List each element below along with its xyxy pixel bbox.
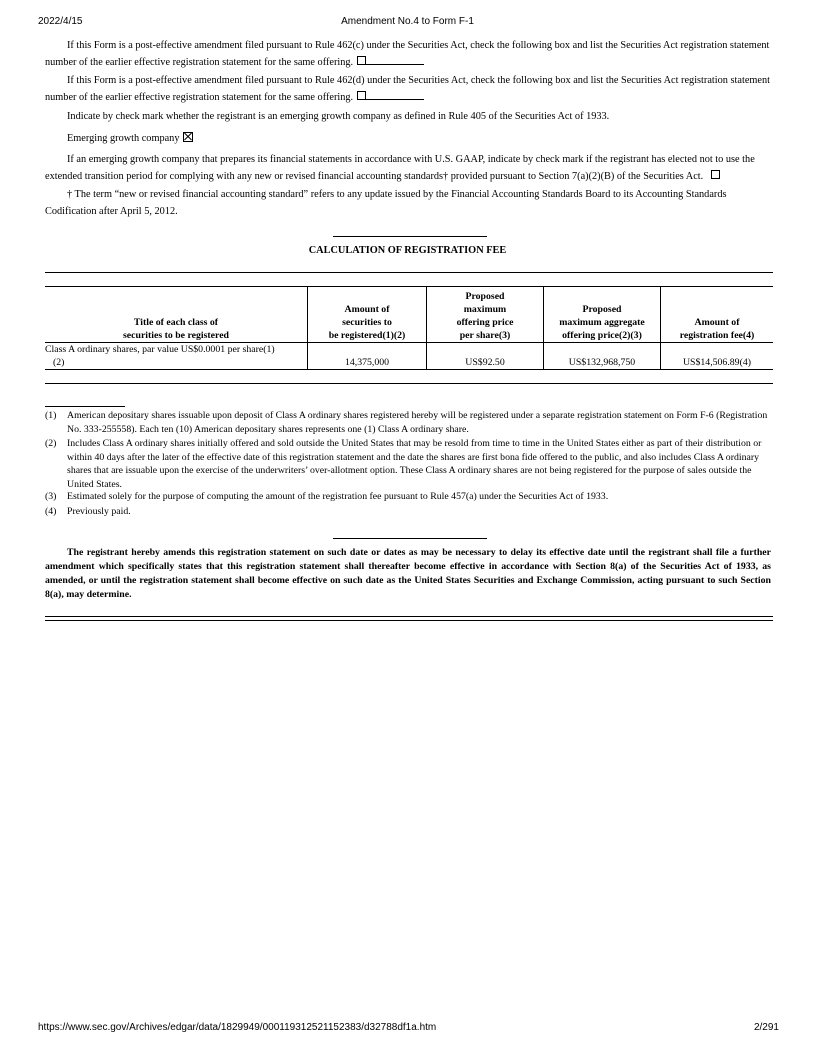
footnote-2 xyxy=(45,437,773,491)
title-separator xyxy=(333,236,487,237)
footnote-number: (1) xyxy=(45,410,57,421)
header-title-of-class xyxy=(45,288,307,342)
delaying-amendment-paragraph: The registrant hereby amends this registration statement on such date or dates as may be necessary to delay its effective date until the registrant shall file a further amendment which specifically states that this registration statement shall thereafter become effective in accordance with Section 8(a) of the Securities Act of 1933, as amended, or until the registration statement shall become effective on such date as the United States Securities and Exchange Commission, acting pursuant to such Section 8(a), may determine. xyxy=(45,547,771,600)
header-text: per share(3) xyxy=(459,330,511,341)
emerging-growth-question: Indicate by check mark whether the registrant is an emerging growth company as defined in Rule 405 of the Securities Act of 1933. xyxy=(67,111,610,122)
header-price-per-share xyxy=(427,288,543,342)
transition-period-text: If an emerging growth company that prepares its financial statements in accordance with U.S. GAAP, indicate by check mark if the registrant has elected not to use the extended transition period for complying with any new or revised financial accounting standards† provided pursuant to Section 7(a)(2)(B) of the Securities Act. xyxy=(45,154,755,182)
rule-462c-text: If this Form is a post-effective amendment filed pursuant to Rule 462(c) under the Securities Act, check the following box and list the Securities Act registration statement number of the earlier effective registration statement for the same offering. xyxy=(45,40,770,68)
closing-rule-top xyxy=(45,616,773,617)
header-aggregate-price xyxy=(544,288,660,342)
header-text: maximum aggregate xyxy=(559,317,645,328)
header-text: maximum xyxy=(463,304,507,315)
table-rule-top xyxy=(45,272,773,273)
amendment-separator xyxy=(333,538,487,539)
header-text: offering price(2)(3) xyxy=(562,330,642,341)
emerging-growth-label: Emerging growth company xyxy=(67,133,180,144)
row-amount-registered: 14,375,000 xyxy=(344,357,390,368)
emerging-growth-line xyxy=(45,130,770,147)
row-title-line: (2) xyxy=(53,357,65,368)
rule-462c-checkbox xyxy=(357,56,366,65)
header-text: Proposed xyxy=(582,304,622,315)
footnote-text: Previously paid. xyxy=(67,506,131,517)
footnote-number: (2) xyxy=(45,438,57,449)
print-date: 2022/4/15 xyxy=(38,16,83,27)
emerging-growth-checked-icon xyxy=(183,132,193,142)
footnote-separator xyxy=(45,406,125,407)
row-aggregate-price: US$132,968,750 xyxy=(568,357,636,368)
page-number: 2/291 xyxy=(753,1022,779,1033)
rule-462d-paragraph xyxy=(45,72,770,106)
table-rule-row-bottom xyxy=(45,369,773,370)
header-text: Proposed xyxy=(465,291,505,302)
footnote-4 xyxy=(45,505,773,519)
rule-462d-checkbox xyxy=(357,91,366,100)
footnote-text: Includes Class A ordinary shares initially offered and sold outside the United States that may be resold from time to time in the United States either as part of their distribution or within 40 days after the later of the effective date of this registration statement and the date the shares are first bona fide offered to the public, and also includes Class A ordinary shares that are issuable upon the exercise of the underwriters’ over-allotment option. These Class A ordinary shares are not being registered for the purpose of sales outside the United States. xyxy=(67,438,762,490)
header-amount-registered xyxy=(308,288,426,342)
row-title-line: Class A ordinary shares, par value US$0.0001 per share(1) xyxy=(45,344,275,355)
header-text: be registered(1)(2) xyxy=(328,330,406,341)
header-text: securities to be registered xyxy=(122,330,229,341)
closing-rule-bottom xyxy=(45,620,773,621)
table-rule-end xyxy=(45,383,773,384)
transition-period-checkbox xyxy=(711,170,720,179)
header-text: registration fee(4) xyxy=(679,330,755,341)
footnote-3 xyxy=(45,490,773,504)
header-text: Title of each class of xyxy=(133,317,219,328)
header-text: Amount of xyxy=(344,304,390,315)
rule-462d-text: If this Form is a post-effective amendment filed pursuant to Rule 462(d) under the Securities Act, check the following box and list the Securities Act registration statement number of the earlier effective registration statement for the same offering. xyxy=(45,75,770,103)
accounting-standard-note: † The term “new or revised financial accounting standard” refers to any update issued by the Financial Accounting Standards Board to its Accounting Standards Codification after April 5, 2012. xyxy=(45,189,727,217)
source-url: https://www.sec.gov/Archives/edgar/data/1829949/000119312521152383/d32788df1a.htm xyxy=(38,1022,437,1033)
header-text: Amount of xyxy=(694,317,740,328)
row-title-of-class xyxy=(45,343,307,369)
footnote-text: Estimated solely for the purpose of computing the amount of the registration fee pursuant to Rule 457(a) under the Securities Act of 1933. xyxy=(67,491,609,502)
header-registration-fee xyxy=(661,288,773,342)
header-text: securities to xyxy=(342,317,392,328)
rule-462c-paragraph xyxy=(45,37,770,71)
footnote-1 xyxy=(45,409,773,436)
rule-462d-registration-blank xyxy=(366,91,424,100)
footnote-number: (4) xyxy=(45,506,57,517)
footnote-text: American depositary shares issuable upon deposit of Class A ordinary shares registered hereby will be registered under a separate registration statement on Form F-6 (Registration No. 333-255558). Each ten (10) American depositary shares represents one (1) Class A ordinary share. xyxy=(67,410,768,435)
table-title: CALCULATION OF REGISTRATION FEE xyxy=(308,245,507,256)
transition-period-paragraph xyxy=(45,151,770,185)
rule-462c-registration-blank xyxy=(366,56,424,65)
table-rule-header-top xyxy=(45,286,773,287)
row-registration-fee: US$14,506.89(4) xyxy=(682,357,752,368)
row-price-per-share: US$92.50 xyxy=(465,357,505,368)
document-title: Amendment No.4 to Form F-1 xyxy=(341,16,474,27)
footnote-number: (3) xyxy=(45,491,57,502)
header-text: offering price xyxy=(456,317,514,328)
